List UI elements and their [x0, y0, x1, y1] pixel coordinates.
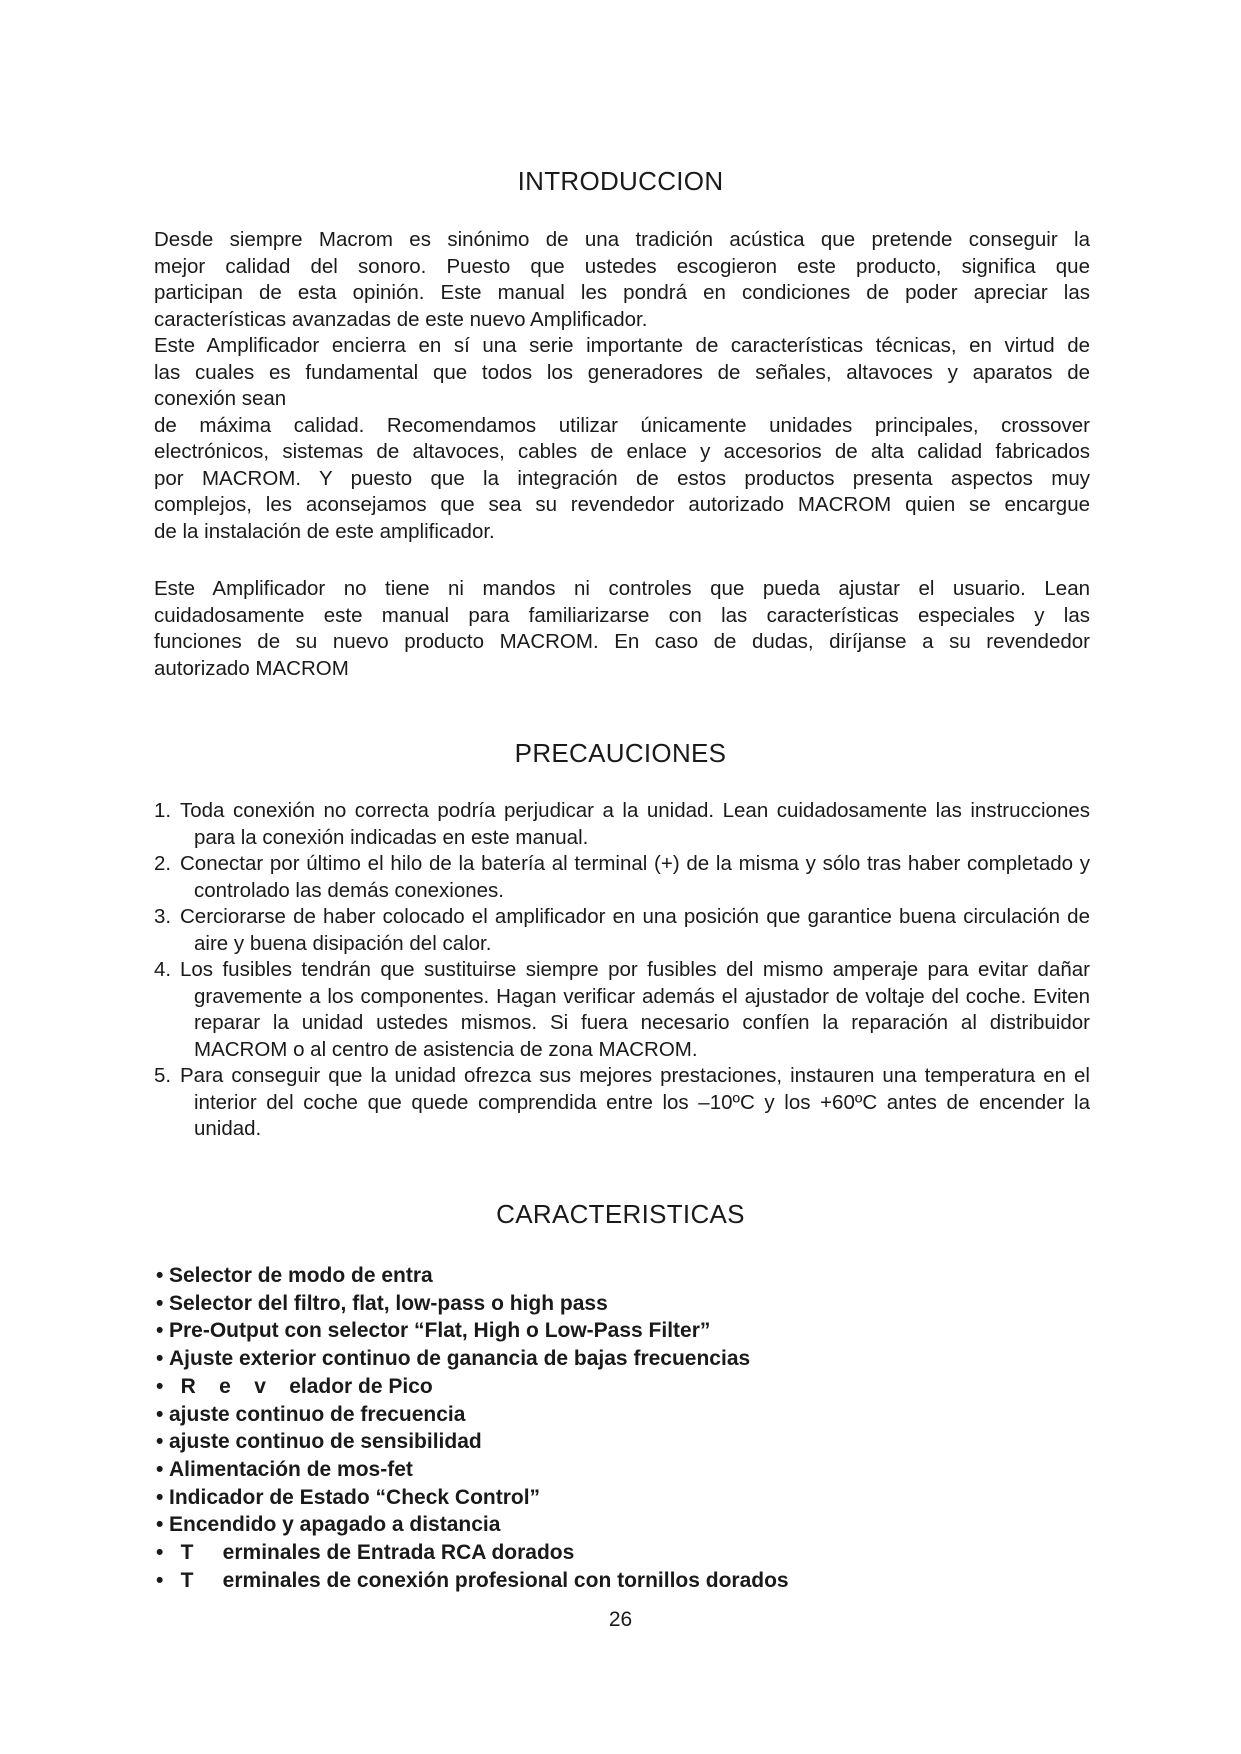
- precaution-item: [154, 798, 1090, 851]
- precaution-text: Los fusibles tendrán que sustituirse siempre por fusibles del mismo amperaje para evitar dañar gravemente a los componentes. Hagan verificar además el ajustador de voltaje del coche. Eviten reparar la unidad ustedes mismos. Si fuera necesario confíen la reparación al distribuidor MACROM o al centro de asistencia de zona MACROM.: [180, 958, 1090, 1061]
- feature-text: Alimentación de mos-fet: [169, 1457, 413, 1481]
- feature-text: Pre-Output con selector “Flat, High o Low-Pass Filter”: [169, 1319, 711, 1343]
- precautions-title: PRECAUCIONES: [514, 738, 727, 768]
- bullet-icon: •: [156, 1264, 164, 1287]
- intro-line: funciones de su nuevo producto MACROM. En caso de dudas, diríjanse a su revendedor: [154, 630, 1090, 653]
- feature-item: [156, 1373, 1092, 1401]
- intro-paragraph-1: [154, 227, 1090, 545]
- intro-line: Este Amplificador no tiene ni mandos ni controles que pueda ajustar el usuario. Lean: [154, 577, 1090, 600]
- intro-line: Este Amplificador encierra en sí una serie importante de características técnicas, en virtud de: [154, 334, 1090, 357]
- intro-paragraph-2: [154, 576, 1090, 682]
- intro-line: de máxima calidad. Recomendamos utilizar únicamente unidades principales, crossover: [154, 413, 1090, 437]
- feature-item: [156, 1567, 1092, 1595]
- precaution-item: [154, 1063, 1090, 1143]
- intro-line: participan de esta opinión. Este manual les pondrá en condiciones de poder apreciar las: [154, 281, 1090, 304]
- intro-line: complejos, les aconsejamos que sea su revendedor autorizado MACROM quien se encargue: [154, 493, 1090, 516]
- intro-line: conexión sean: [154, 387, 287, 410]
- precaution-number: 2.: [154, 852, 172, 875]
- feature-item: [156, 1401, 1092, 1429]
- precaution-text: Para conseguir que la unidad ofrezca sus mejores prestaciones, instauren una temperatura en el interior del coche que quede comprendida entre los –10ºC y los +60ºC antes de encender la unidad.: [180, 1064, 1090, 1140]
- precaution-text: Cerciorarse de haber colocado el amplificador en una posición que garantice buena circulación de aire y buena disipación del calor.: [180, 905, 1090, 955]
- intro-title: INTRODUCCION: [517, 166, 724, 196]
- feature-text: T erminales de conexión profesional con tornillos dorados: [169, 1568, 789, 1592]
- intro-line: las cuales es fundamental que todos los generadores de señales, altavoces y aparatos de: [154, 360, 1090, 384]
- precaution-number: 4.: [154, 958, 172, 981]
- feature-item: [156, 1539, 1092, 1567]
- feature-text: Selector del filtro, flat, low-pass o high pass: [169, 1291, 608, 1315]
- precautions-list: [154, 798, 1090, 1143]
- feature-text: Indicador de Estado “Check Control”: [169, 1485, 541, 1509]
- bullet-icon: •: [156, 1374, 164, 1398]
- precaution-number: 1.: [154, 799, 172, 822]
- bullet-icon: •: [156, 1347, 164, 1371]
- bullet-icon: •: [156, 1568, 164, 1592]
- precaution-text: Conectar por último el hilo de la batería al terminal (+) de la misma y sólo tras haber completado y controlado las demás conexiones.: [180, 852, 1090, 902]
- feature-text: R e v elador de Pico: [169, 1374, 433, 1398]
- intro-line: características avanzadas de este nuevo Amplificador.: [154, 307, 648, 331]
- features-list: [156, 1262, 1092, 1594]
- feature-item: [156, 1511, 1092, 1539]
- feature-text: ajuste continuo de sensibilidad: [169, 1430, 482, 1454]
- precaution-number: 5.: [154, 1064, 172, 1087]
- feature-item: [156, 1290, 1092, 1318]
- features-title: CARACTERISTICAS: [496, 1199, 745, 1229]
- intro-line: electrónicos, sistemas de altavoces, cables de enlace y accesorios de alta calidad fabricados: [154, 440, 1090, 463]
- bullet-icon: •: [156, 1513, 164, 1537]
- intro-line: autorizado MACROM: [154, 656, 349, 680]
- feature-item: [156, 1317, 1092, 1345]
- bullet-icon: •: [156, 1402, 164, 1426]
- feature-text: T erminales de Entrada RCA dorados: [169, 1541, 575, 1565]
- page-number: 26: [608, 1608, 633, 1631]
- bullet-icon: •: [156, 1291, 164, 1315]
- precaution-item: [154, 957, 1090, 1063]
- feature-item: [156, 1345, 1092, 1373]
- precaution-item: [154, 851, 1090, 904]
- feature-text: Encendido y apagado a distancia: [169, 1513, 501, 1537]
- feature-item: [156, 1262, 1092, 1290]
- bullet-icon: •: [156, 1485, 164, 1509]
- bullet-icon: •: [156, 1541, 164, 1565]
- precaution-item: [154, 904, 1090, 957]
- feature-item: [156, 1428, 1092, 1456]
- bullet-icon: •: [156, 1430, 164, 1454]
- feature-item: [156, 1456, 1092, 1484]
- feature-text: Ajuste exterior continuo de ganancia de bajas frecuencias: [169, 1347, 751, 1371]
- precaution-number: 3.: [154, 905, 172, 928]
- feature-text: Selector de modo de entra: [169, 1264, 433, 1287]
- feature-item: [156, 1484, 1092, 1512]
- intro-line: cuidadosamente este manual para familiarizarse con las características especiales y las: [154, 603, 1090, 627]
- bullet-icon: •: [156, 1457, 164, 1481]
- intro-line: mejor calidad del sonoro. Puesto que ustedes escogieron este producto, significa que: [154, 254, 1090, 278]
- bullet-icon: •: [156, 1319, 164, 1343]
- intro-line: Desde siempre Macrom es sinónimo de una tradición acústica que pretende conseguir la: [154, 228, 1090, 251]
- intro-line: de la instalación de este amplificador.: [154, 519, 495, 543]
- intro-line: por MACROM. Y puesto que la integración de estos productos presenta aspectos muy: [154, 466, 1090, 490]
- feature-text: ajuste continuo de frecuencia: [169, 1402, 466, 1426]
- precaution-text: Toda conexión no correcta podría perjudicar a la unidad. Lean cuidadosamente las instrucciones para la conexión indicadas en este manual.: [180, 799, 1090, 849]
